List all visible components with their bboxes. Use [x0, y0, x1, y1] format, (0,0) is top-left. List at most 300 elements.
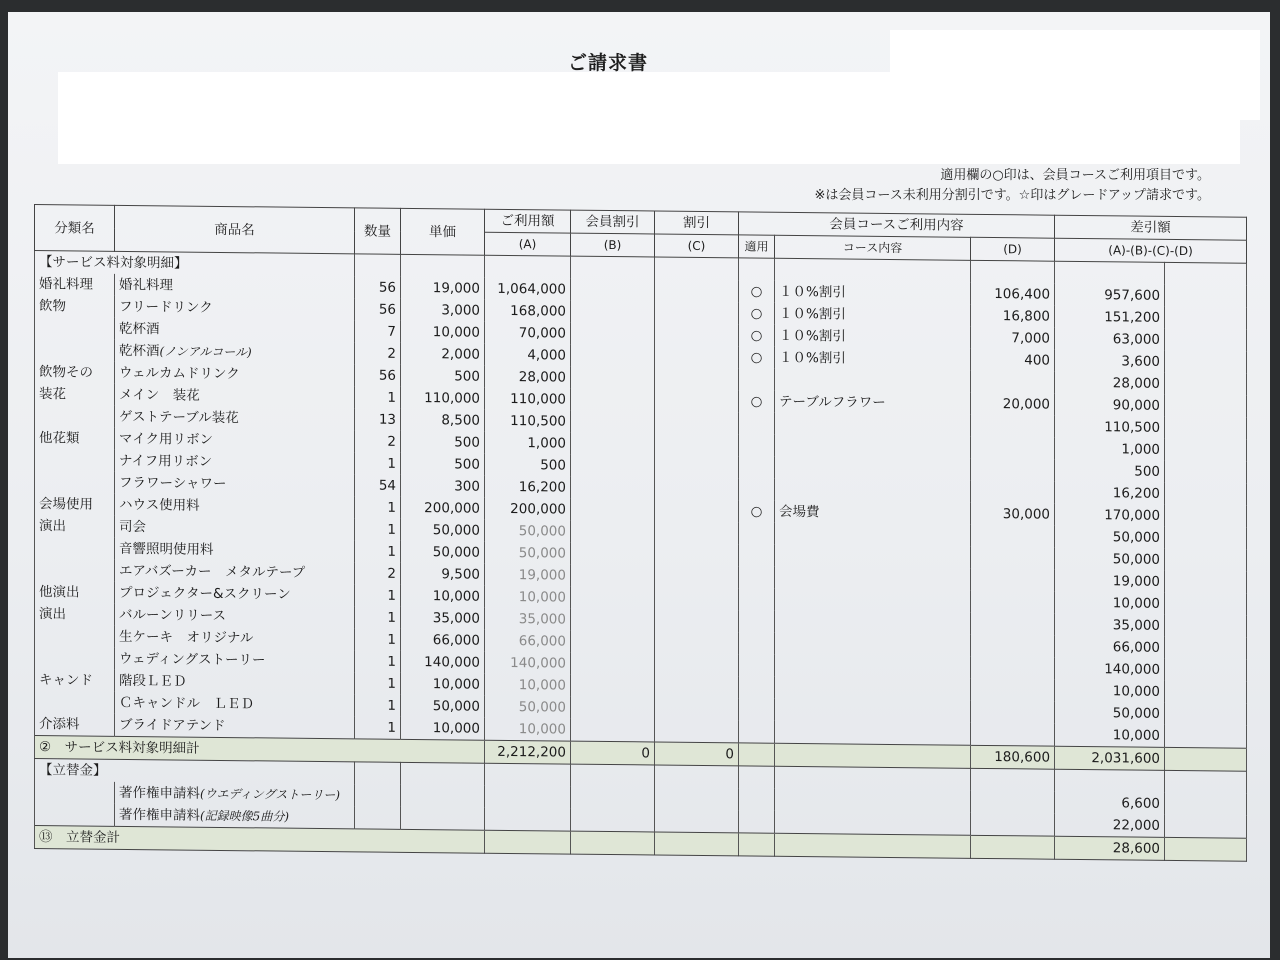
cell-blank: [1165, 307, 1247, 330]
cell-course-d: [971, 481, 1055, 504]
header-qty: 数量: [355, 208, 401, 254]
cell-discount: [655, 477, 739, 500]
header-category: 分類名: [35, 205, 115, 252]
cell-discount: [655, 367, 739, 390]
cell-net: 50,000: [1055, 526, 1165, 549]
cell-blank: [485, 786, 571, 809]
cell-net: 66,000: [1055, 636, 1165, 659]
cell-blank: [739, 833, 775, 856]
cell-course-d: [971, 525, 1055, 548]
product-handwritten-note: (ノンアルコール): [159, 344, 252, 360]
cell-qty: 1: [355, 584, 401, 606]
cell-category: 装花: [35, 383, 115, 406]
cell-discount: [655, 565, 739, 588]
cell-blank: [571, 831, 655, 855]
cell-qty: 1: [355, 716, 401, 739]
cell-discount: [655, 345, 739, 368]
cell-apply-mark: ○: [739, 500, 775, 522]
header-unit-price: 単価: [401, 208, 485, 255]
cell-usage-amount: 10,000: [485, 674, 571, 697]
cell-category: [35, 781, 115, 804]
product-name: ウェルカムドリンク: [119, 364, 240, 383]
cell-blank: [401, 807, 485, 830]
cell-product: [115, 714, 355, 739]
cell-blank: [1165, 593, 1247, 616]
cell-product: [115, 582, 355, 607]
cell-qty: 1: [355, 452, 401, 474]
cell-usage-amount: 50,000: [485, 542, 571, 565]
cell-member-discount: [571, 367, 655, 390]
cell-net: 10,000: [1055, 592, 1165, 615]
cell-apply-mark: [739, 632, 775, 654]
cell-qty: 56: [355, 298, 401, 320]
cell-blank: [775, 833, 971, 858]
cell-net: 35,000: [1055, 614, 1165, 637]
cell-course-d: [971, 635, 1055, 658]
cell-unit-price: 10,000: [401, 585, 485, 608]
cell-qty: 1: [355, 386, 401, 408]
cell-blank: [1165, 615, 1247, 638]
cell-blank: [1165, 659, 1247, 682]
cell-net: 10,000: [1055, 724, 1165, 748]
cell-course-d: 106,400: [971, 283, 1055, 306]
cell-apply-mark: [739, 544, 775, 566]
cell-course-d: [971, 723, 1055, 746]
cell-course-d: [971, 679, 1055, 702]
cell-member-discount: [571, 719, 655, 742]
product-name: 乾杯酒: [119, 320, 160, 338]
cell-course-content: [775, 567, 971, 591]
cell-category: [35, 405, 115, 428]
cell-course-content: [775, 633, 971, 657]
header-member-discount-sub: (B): [571, 233, 655, 257]
table-body: [35, 251, 1247, 862]
cell-blank: [1165, 483, 1247, 506]
cell-net: 170,000: [1055, 504, 1165, 527]
service-total-label: ② サービス料対象明細計: [35, 736, 485, 764]
cell-apply-mark: [739, 368, 775, 390]
cell-discount: [655, 675, 739, 698]
cell-course-d: [971, 371, 1055, 394]
cell-apply-mark: ○: [739, 346, 775, 368]
cell-usage-amount: 110,000: [485, 388, 571, 411]
cell-product: [115, 406, 355, 431]
product-name: 著作権申請料: [119, 784, 200, 802]
service-total-amount: 2,212,200: [485, 740, 571, 764]
cell-apply-mark: [739, 654, 775, 676]
header-discount-sub: (C): [655, 234, 739, 258]
cell-course-d: [971, 591, 1055, 614]
cell-net: 22,000: [1055, 814, 1165, 838]
cell-net: 19,000: [1055, 570, 1165, 593]
cell-blank: [1165, 725, 1247, 748]
cell-blank: [401, 785, 485, 808]
cell-unit-price: 50,000: [401, 541, 485, 564]
cell-qty: 1: [355, 606, 401, 628]
cell-course-content: [775, 435, 971, 459]
cell-course-content: [775, 479, 971, 503]
cell-blank: [775, 789, 971, 813]
cell-course-content: [775, 589, 971, 613]
cell-blank: [1165, 373, 1247, 396]
header-course-content: コース内容: [775, 235, 971, 260]
cell-course-content: １０%割引: [775, 281, 971, 305]
cell-blank: [1165, 417, 1247, 440]
product-handwritten-note: (記録映像5曲分): [200, 808, 289, 824]
section-advance-label: 【立替金】: [35, 759, 355, 785]
cell-discount: [655, 389, 739, 412]
cell-usage-amount: 500: [485, 454, 571, 477]
cell-usage-amount: 200,000: [485, 498, 571, 521]
cell-member-discount: [571, 411, 655, 434]
cell-apply-mark: [739, 522, 775, 544]
cell-blank: [355, 784, 401, 806]
product-name: ウェディングストーリー: [119, 650, 266, 669]
cell-apply-mark: [739, 720, 775, 743]
cell-course-d: 20,000: [971, 393, 1055, 416]
cell-blank: [1165, 837, 1247, 861]
cell-blank: [655, 832, 739, 856]
cell-blank: [971, 835, 1055, 859]
cell-blank: [1165, 461, 1247, 484]
product-name: 司会: [119, 518, 146, 536]
cell-unit-price: 140,000: [401, 651, 485, 674]
cell-blank: [775, 743, 971, 768]
cell-blank: [1165, 285, 1247, 308]
cell-blank: [655, 787, 739, 810]
cell-category: [35, 339, 115, 362]
cell-qty: 1: [355, 650, 401, 672]
service-total-net: 2,031,600: [1055, 746, 1165, 770]
cell-net: 90,000: [1055, 394, 1165, 417]
cell-unit-price: 10,000: [401, 673, 485, 696]
cell-category: 他演出: [35, 581, 115, 604]
cell-course-content: １０%割引: [775, 303, 971, 327]
cell-unit-price: 110,000: [401, 387, 485, 410]
cell-apply-mark: [739, 698, 775, 720]
cell-course-d: [971, 657, 1055, 680]
cell-net: 500: [1055, 460, 1165, 483]
cell-discount: [655, 719, 739, 742]
cell-course-content: １０%割引: [775, 325, 971, 349]
header-usage-amount: ご利用額: [485, 209, 571, 233]
product-name: 生ケーキ オリジナル: [119, 628, 254, 647]
cell-usage-amount: 70,000: [485, 322, 571, 345]
cell-member-discount: [571, 477, 655, 500]
cell-discount: [655, 411, 739, 434]
advance-total-label: ⑬ 立替金計: [35, 826, 485, 854]
cell-member-discount: [571, 521, 655, 544]
cell-blank: [1165, 571, 1247, 594]
cell-unit-price: 200,000: [401, 497, 485, 520]
cell-category: 介添料: [35, 713, 115, 736]
cell-blank: [1165, 395, 1247, 418]
cell-course-d: [971, 459, 1055, 482]
cell-category: [35, 559, 115, 582]
cell-member-discount: [571, 279, 655, 302]
cell-product: [115, 274, 355, 299]
cell-product: [115, 516, 355, 541]
service-total-d: 180,600: [971, 745, 1055, 769]
product-name: 階段ＬＥＤ: [119, 672, 187, 690]
cell-apply-mark: [739, 456, 775, 478]
cell-apply-mark: ○: [739, 280, 775, 302]
cell-unit-price: 300: [401, 475, 485, 498]
cell-course-content: １０%割引: [775, 347, 971, 371]
cell-blank: [571, 809, 655, 832]
cell-product: [115, 494, 355, 519]
product-name: エアバズーカー メタルテープ: [119, 562, 306, 581]
cell-usage-amount: 66,000: [485, 630, 571, 653]
cell-usage-amount: 50,000: [485, 696, 571, 719]
cell-apply-mark: ○: [739, 324, 775, 346]
cell-qty: 1: [355, 694, 401, 716]
cell-category: 婚礼料理: [35, 273, 115, 296]
cell-category: 他花類: [35, 427, 115, 450]
cell-course-content: [775, 611, 971, 635]
cell-blank: [1165, 747, 1247, 771]
cell-usage-amount: 16,200: [485, 476, 571, 499]
cell-product: [115, 296, 355, 321]
cell-category: 飲物: [35, 295, 115, 318]
cell-product: [115, 804, 355, 829]
cell-product: [115, 428, 355, 453]
cell-product: [115, 604, 355, 629]
cell-member-discount: [571, 433, 655, 456]
cell-blank: [739, 788, 775, 810]
cell-member-discount: [571, 653, 655, 676]
cell-discount: [655, 455, 739, 478]
cell-category: 演出: [35, 515, 115, 538]
cell-category: [35, 537, 115, 560]
product-name: フラワーシャワー: [119, 474, 227, 493]
cell-unit-price: 8,500: [401, 409, 485, 432]
cell-discount: [655, 499, 739, 522]
product-name: 著作権申請料: [119, 806, 200, 824]
header-member-course: 会員コースご利用内容: [739, 212, 1055, 238]
cell-blank: [571, 787, 655, 810]
cell-member-discount: [571, 565, 655, 588]
cell-unit-price: 2,000: [401, 343, 485, 366]
cell-apply-mark: ○: [739, 302, 775, 324]
cell-unit-price: 10,000: [401, 321, 485, 344]
cell-apply-mark: [739, 610, 775, 632]
cell-course-content: [775, 699, 971, 723]
cell-category: 飲物その: [35, 361, 115, 384]
header-apply: 適用: [739, 235, 775, 258]
cell-apply-mark: ○: [739, 390, 775, 412]
cell-member-discount: [571, 455, 655, 478]
cell-qty: 7: [355, 320, 401, 342]
cell-blank: [485, 808, 571, 831]
cell-blank: [655, 765, 739, 788]
cell-product: [115, 626, 355, 651]
product-name: バルーンリリース: [119, 606, 227, 625]
cell-unit-price: 500: [401, 365, 485, 388]
product-name: Ｃキャンドル ＬＥＤ: [119, 694, 254, 713]
cell-usage-amount: 1,064,000: [485, 278, 571, 301]
cell-blank: [571, 764, 655, 787]
cell-discount: [655, 521, 739, 544]
cell-blank: [485, 830, 571, 854]
cell-discount: [655, 609, 739, 632]
cell-member-discount: [571, 389, 655, 412]
header-net-sub: (A)-(B)-(C)-(D): [1055, 238, 1247, 263]
cell-net: 140,000: [1055, 658, 1165, 681]
cell-course-content: [775, 413, 971, 437]
cell-category: [35, 647, 115, 670]
cell-blank: [971, 813, 1055, 836]
cell-apply-mark: [739, 676, 775, 698]
cell-category: [35, 471, 115, 494]
redaction-block-main: [58, 72, 1240, 164]
header-member-discount: 会員割引: [571, 210, 655, 234]
cell-blank: [401, 762, 485, 785]
cell-blank: [971, 791, 1055, 814]
header-course-d: (D): [971, 237, 1055, 261]
cell-unit-price: 10,000: [401, 717, 485, 740]
cell-blank: [1165, 703, 1247, 726]
cell-course-d: [971, 437, 1055, 460]
cell-qty: 2: [355, 562, 401, 584]
cell-blank: [1165, 770, 1247, 793]
cell-product: [115, 560, 355, 585]
cell-unit-price: 50,000: [401, 519, 485, 542]
cell-unit-price: 9,500: [401, 563, 485, 586]
cell-qty: 1: [355, 540, 401, 562]
cell-net: 957,600: [1055, 284, 1165, 307]
cell-usage-amount: 1,000: [485, 432, 571, 455]
cell-product: [115, 782, 355, 807]
cell-blank: [775, 811, 971, 836]
cell-member-discount: [571, 345, 655, 368]
cell-category: 会場使用: [35, 493, 115, 516]
cell-category: [35, 803, 115, 826]
document-title: ご請求書: [568, 52, 649, 74]
cell-blank: [1165, 505, 1247, 528]
cell-discount: [655, 587, 739, 610]
cell-blank: [1165, 793, 1247, 816]
cell-qty: 1: [355, 496, 401, 518]
invoice-table: [34, 204, 1247, 862]
cell-discount: [655, 433, 739, 456]
cell-qty: 54: [355, 474, 401, 496]
cell-course-content: [775, 655, 971, 679]
cell-net: 16,200: [1055, 482, 1165, 505]
cell-qty: 2: [355, 430, 401, 452]
cell-unit-price: 500: [401, 431, 485, 454]
product-name: フリードリンク: [119, 298, 213, 316]
cell-member-discount: [571, 543, 655, 566]
cell-apply-mark: [739, 588, 775, 610]
cell-product: [115, 450, 355, 475]
cell-member-discount: [571, 587, 655, 610]
cell-blank: [355, 762, 401, 785]
section-service-label: 【サービス料対象明細】: [35, 251, 355, 277]
cell-member-discount: [571, 675, 655, 698]
service-total-c: 0: [655, 742, 739, 766]
cell-member-discount: [571, 697, 655, 720]
cell-apply-mark: [739, 434, 775, 456]
product-name: 乾杯酒: [119, 342, 160, 360]
cell-course-content: [775, 545, 971, 569]
header-usage-amount-sub: (A): [485, 232, 571, 256]
cell-product: [115, 472, 355, 497]
cell-member-discount: [571, 323, 655, 346]
note-member-course: 適用欄の○印は、会員コースご利用項目です。: [940, 168, 1210, 183]
cell-course-d: [971, 569, 1055, 592]
cell-discount: [655, 323, 739, 346]
cell-blank: [355, 806, 401, 829]
product-name: ブライドアテンド: [119, 716, 226, 735]
cell-qty: 1: [355, 628, 401, 650]
advance-total-net: 28,600: [1055, 836, 1165, 860]
cell-member-discount: [571, 301, 655, 324]
cell-net: 6,600: [1055, 792, 1165, 815]
cell-blank: [1165, 351, 1247, 374]
cell-course-d: 7,000: [971, 327, 1055, 350]
cell-usage-amount: 168,000: [485, 300, 571, 323]
cell-course-content: [775, 369, 971, 393]
cell-net: 28,000: [1055, 372, 1165, 395]
cell-net: 3,600: [1055, 350, 1165, 373]
cell-member-discount: [571, 609, 655, 632]
cell-qty: 56: [355, 276, 401, 298]
cell-net: 1,000: [1055, 438, 1165, 461]
header-product: 商品名: [115, 205, 355, 254]
cell-usage-amount: 50,000: [485, 520, 571, 543]
cell-course-content: [775, 721, 971, 746]
cell-usage-amount: 110,500: [485, 410, 571, 433]
cell-blank: [739, 766, 775, 789]
cell-apply-mark: [739, 566, 775, 588]
cell-course-d: 400: [971, 349, 1055, 372]
cell-category: 演出: [35, 603, 115, 626]
cell-unit-price: 3,000: [401, 299, 485, 322]
cell-product: [115, 362, 355, 387]
cell-course-content: テーブルフラワー: [775, 391, 971, 415]
cell-product: [115, 648, 355, 673]
cell-usage-amount: 4,000: [485, 344, 571, 367]
invoice-paper: [8, 12, 1270, 958]
cell-discount: [655, 279, 739, 302]
cell-qty: 13: [355, 408, 401, 430]
cell-course-d: [971, 613, 1055, 636]
cell-discount: [655, 653, 739, 676]
cell-unit-price: 19,000: [401, 277, 485, 300]
product-name: ハウス使用料: [119, 496, 200, 514]
product-handwritten-note: (ウエディングストーリー): [200, 786, 341, 803]
cell-net: 50,000: [1055, 548, 1165, 571]
cell-product: [115, 670, 355, 695]
service-total-b: 0: [571, 741, 655, 765]
cell-course-d: [971, 547, 1055, 570]
cell-net: 110,500: [1055, 416, 1165, 439]
cell-blank: [739, 810, 775, 833]
cell-category: [35, 625, 115, 648]
cell-usage-amount: 10,000: [485, 718, 571, 741]
cell-unit-price: 500: [401, 453, 485, 476]
cell-blank: [655, 809, 739, 832]
cell-usage-amount: 140,000: [485, 652, 571, 675]
cell-category: [35, 449, 115, 472]
cell-usage-amount: 19,000: [485, 564, 571, 587]
cell-qty: 1: [355, 518, 401, 540]
cell-blank: [1165, 637, 1247, 660]
product-name: ナイフ用リボン: [119, 452, 213, 470]
cell-usage-amount: 28,000: [485, 366, 571, 389]
cell-usage-amount: 10,000: [485, 586, 571, 609]
